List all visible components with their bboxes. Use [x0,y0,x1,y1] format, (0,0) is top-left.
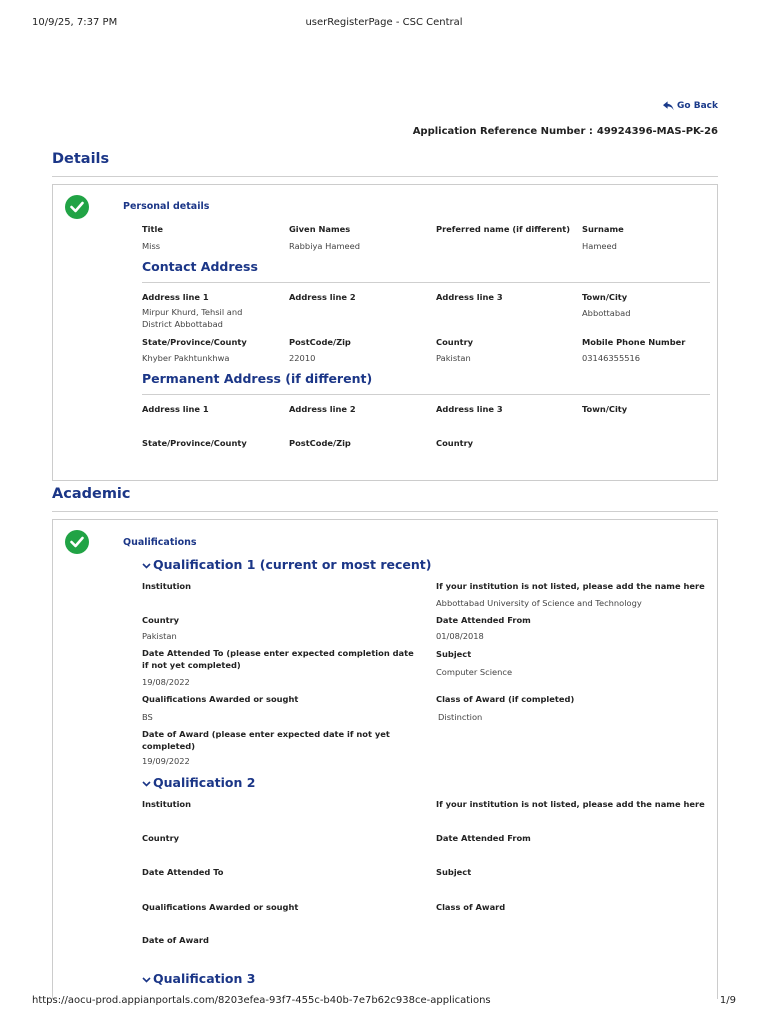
contact-line1-label: Address line 1 [142,292,209,302]
contact-address-divider [142,282,710,283]
permanent-address-heading: Permanent Address (if different) [142,371,373,386]
q2-date-award-label: Date of Award [142,935,209,945]
q1-awarded-value: BS [142,712,153,722]
permanent-line1-label: Address line 1 [142,404,209,414]
q1-institution-label: Institution [142,581,192,591]
q1-from-label: Date Attended From [436,615,531,625]
contact-postcode-value: 22010 [289,353,316,363]
academic-section-title: Academic [52,486,131,502]
q2-to-label: Date Attended To [142,867,224,877]
contact-country-value: Pakistan [436,353,471,363]
qualifications-subhead: Qualifications [123,537,197,548]
print-page-number: 1/9 [719,995,736,1006]
q1-country-label: Country [142,615,180,625]
q1-not-listed-value: Abbottabad University of Science and Technology [436,598,642,608]
permanent-line3-label: Address line 3 [436,404,503,414]
q1-date-award-label: Date of Award (please enter expected date if not yet completed) [142,729,390,751]
permanent-country-label: Country [436,438,474,448]
qualification-1-heading: Qualification 1 (current or most recent) [153,557,432,572]
permanent-state-label: State/Province/County [142,438,247,448]
permanent-town-label: Town/City [582,404,628,414]
go-back-label: Go Back [677,101,718,111]
details-complete-check-icon [65,195,89,219]
qualification-2-heading: Qualification 2 [153,775,256,790]
go-back-link[interactable] [663,101,718,111]
details-section-divider [52,176,718,177]
q1-subject-value: Computer Science [436,667,513,677]
title-label: Title [142,224,163,234]
q1-class-label: Class of Award (if completed) [436,694,575,704]
chevron-down-icon [142,563,151,569]
application-reference-label: Application Reference Number : [412,126,593,137]
q2-institution-label: Institution [142,799,192,809]
q1-to-label: Date Attended To (please enter expected completion date if not yet completed) [142,648,414,670]
q2-not-listed-label: If your institution is not listed, please add the name here [436,799,705,809]
qualification-3-toggle[interactable] [142,971,255,986]
q2-country-label: Country [142,833,180,843]
given-names-value: Rabbiya Hameed [289,241,361,251]
contact-town-value: Abbottabad [582,308,631,318]
print-page-title: userRegisterPage - CSC Central [305,17,463,28]
application-reference-value: 49924396-MAS-PK-26 [596,126,718,137]
contact-town-label: Town/City [582,292,628,302]
preferred-name-label: Preferred name (if different) [436,224,570,234]
personal-details-subhead: Personal details [123,201,210,212]
qualification-2-toggle[interactable] [142,775,255,790]
chevron-down-icon [142,977,151,983]
chevron-down-icon [142,781,151,787]
contact-line2-label: Address line 2 [289,292,356,302]
q1-from-value: 01/08/2018 [436,631,484,641]
contact-state-value: Khyber Pakhtunkhwa [142,353,230,363]
q1-awarded-label: Qualifications Awarded or sought [142,694,299,704]
given-names-label: Given Names [289,224,351,234]
contact-mobile-value: 03146355516 [582,353,641,363]
contact-line1-value: Mirpur Khurd, Tehsil and District Abbottabad [142,307,243,329]
q1-to-value: 19/08/2022 [142,677,190,687]
permanent-line2-label: Address line 2 [289,404,356,414]
q1-class-value: Distinction [438,712,483,722]
details-section-title: Details [52,151,110,167]
surname-label: Surname [582,224,624,234]
contact-line3-label: Address line 3 [436,292,503,302]
q1-subject-label: Subject [436,649,472,659]
academic-complete-check-icon [65,530,89,554]
q1-country-value: Pakistan [142,631,177,641]
contact-address-heading: Contact Address [142,259,258,274]
q2-class-label: Class of Award [436,902,506,912]
back-arrow-icon [663,101,674,111]
q2-subject-label: Subject [436,867,472,877]
contact-country-label: Country [436,337,474,347]
q2-awarded-label: Qualifications Awarded or sought [142,902,299,912]
contact-state-label: State/Province/County [142,337,247,347]
q1-not-listed-label: If your institution is not listed, please add the name here [436,581,705,591]
surname-value: Hameed [582,241,617,251]
permanent-address-divider [142,394,710,395]
academic-section-divider [52,511,718,512]
qualification-3-heading: Qualification 3 [153,971,256,986]
qualification-1-toggle[interactable] [142,557,431,572]
q2-from-label: Date Attended From [436,833,531,843]
application-reference [413,126,718,137]
title-value: Miss [142,241,161,251]
print-timestamp: 10/9/25, 7:37 PM [32,17,118,28]
print-url: https://aocu-prod.appianportals.com/8203efea-93f7-455c-b40b-7e7b62c938ce-applications [32,995,491,1006]
contact-postcode-label: PostCode/Zip [289,337,351,347]
contact-mobile-label: Mobile Phone Number [582,337,686,347]
permanent-postcode-label: PostCode/Zip [289,438,351,448]
q1-date-award-value: 19/09/2022 [142,756,190,766]
